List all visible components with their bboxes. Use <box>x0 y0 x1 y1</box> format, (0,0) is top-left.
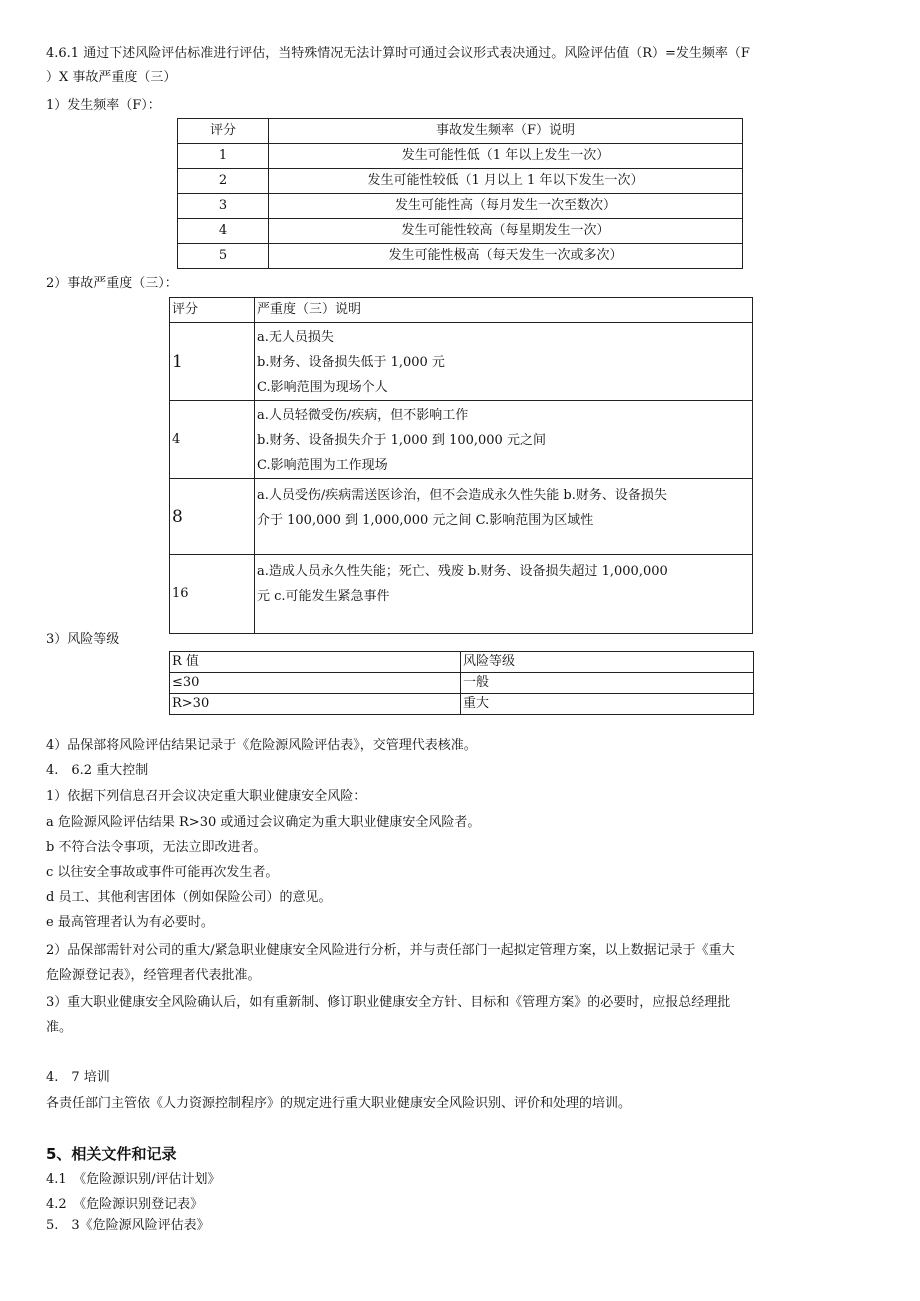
severity-heading: 2）事故严重度（三）： <box>46 276 178 291</box>
control-item-2-line-1: 2）品保部需针对公司的重大/紧急职业健康安全风险进行分析，并与责任部门一起拟定管理方案，以上数据记录于《重大 <box>46 943 735 958</box>
control-item-1: 1）依据下列信息召开会议决定重大职业健康安全风险： <box>46 789 367 804</box>
risk-level-table <box>169 651 754 715</box>
severity-table <box>169 297 753 634</box>
training-text: 各责任部门主管依《人力资源控制程序》的规定进行重大职业健康安全风险识别、评价和处理的培训。 <box>46 1096 632 1111</box>
control-item-3-line-2: 准。 <box>46 1020 73 1035</box>
section-heading-462: 4. 6.2 重大控制 <box>46 763 149 778</box>
risk-header-r: R 值 <box>170 652 461 673</box>
frequency-desc: 发生可能性极高（每天发生一次或多次） <box>269 244 743 269</box>
frequency-table <box>177 118 743 269</box>
table-row <box>178 219 743 244</box>
table-row <box>170 694 754 715</box>
frequency-desc: 发生可能性较高（每星期发生一次） <box>269 219 743 244</box>
frequency-heading: 1）发生频率（F）： <box>46 98 161 113</box>
risk-r-value: R>30 <box>170 694 461 715</box>
section-5-title: 5、相关文件和记录 <box>46 1145 177 1163</box>
severity-header-score: 评分 <box>170 298 255 323</box>
table-row <box>178 119 743 144</box>
table-row <box>170 298 753 323</box>
severity-score: 16 <box>170 555 255 634</box>
frequency-desc: 发生可能性较低（1 月以上 1 年以下发生一次） <box>269 169 743 194</box>
frequency-header-score: 评分 <box>178 119 269 144</box>
control-item-d: d 员工、其他利害团体（例如保险公司）的意见。 <box>46 890 332 905</box>
severity-line: a.人员轻微受伤/疾病，但不影响工作 <box>257 408 469 423</box>
table-row <box>170 673 754 694</box>
table-row <box>170 652 754 673</box>
table-row <box>170 479 753 555</box>
table-row <box>170 401 753 479</box>
record-item: 4.2 《危险源识别登记表》 <box>46 1197 204 1212</box>
record-item: 4.1 《危险源识别/评估计划》 <box>46 1172 221 1187</box>
frequency-score: 1 <box>178 144 269 169</box>
severity-line: a.造成人员永久性失能；死亡、残废 b.财务、设备损失超过 1,000,000 <box>257 564 668 579</box>
table-row <box>170 323 753 401</box>
risk-r-value: ≤30 <box>170 673 461 694</box>
frequency-score: 3 <box>178 194 269 219</box>
record-item: 5. 3《危险源风险评估表》 <box>46 1218 210 1233</box>
severity-line: 介于 100,000 到 1,000,000 元之间 C.影响范围为区域性 <box>257 513 594 528</box>
frequency-score: 4 <box>178 219 269 244</box>
frequency-header-desc: 事故发生频率（F）说明 <box>269 119 743 144</box>
severity-desc <box>255 401 753 479</box>
control-item-c: c 以往安全事故或事件可能再次发生者。 <box>46 865 279 880</box>
control-item-2-line-2: 危险源登记表》，经管理者代表批准。 <box>46 968 261 983</box>
severity-score: 4 <box>170 401 255 479</box>
severity-line: a.人员受伤/疾病需送医诊治，但不会造成永久性失能 b.财务、设备损失 <box>257 488 667 503</box>
table-row <box>178 194 743 219</box>
table-row <box>170 555 753 634</box>
risk-level-value: 一般 <box>461 673 754 694</box>
severity-line: b.财务、设备损失低于 1,000 元 <box>257 355 445 370</box>
frequency-score: 2 <box>178 169 269 194</box>
severity-line: b.财务、设备损失介于 1,000 到 100,000 元之间 <box>257 433 546 448</box>
severity-header-desc: 严重度（三）说明 <box>255 298 753 323</box>
section-heading-47: 4. 7 培训 <box>46 1070 110 1085</box>
control-item-e: e 最高管理者认为有必要时。 <box>46 915 214 930</box>
severity-score: 1 <box>170 323 255 401</box>
control-item-3-line-1: 3）重大职业健康安全风险确认后，如有重新制、修订职业健康安全方针、目标和《管理方案》的必要时，应报总经理批 <box>46 995 731 1010</box>
severity-line: C.影响范围为现场个人 <box>257 380 388 395</box>
control-item-b: b 不符合法令事项，无法立即改进者。 <box>46 840 267 855</box>
intro-line-2: ）X 事故严重度（三） <box>46 70 177 85</box>
risk-level-value: 重大 <box>461 694 754 715</box>
control-item-a: a 危险源风险评估结果 R>30 或通过会议确定为重大职业健康安全风险者。 <box>46 815 481 830</box>
frequency-desc: 发生可能性低（1 年以上发生一次） <box>269 144 743 169</box>
risk-header-level: 风险等级 <box>461 652 754 673</box>
severity-desc <box>255 555 753 634</box>
risk-level-heading: 3）风险等级 <box>46 632 120 647</box>
frequency-desc: 发生可能性高（每月发生一次至数次） <box>269 194 743 219</box>
table-row <box>178 169 743 194</box>
severity-desc <box>255 323 753 401</box>
para-record: 4）品保部将风险评估结果记录于《危险源风险评估表》，交管理代表核准。 <box>46 738 477 753</box>
table-row <box>178 244 743 269</box>
severity-desc <box>255 479 753 555</box>
severity-line: C.影响范围为工作现场 <box>257 458 388 473</box>
table-row <box>178 144 743 169</box>
intro-line-1: 4.6.1 通过下述风险评估标准进行评估，当特殊情况无法计算时可通过会议形式表决通过。风险评估值（R）=发生频率（F <box>46 46 750 61</box>
severity-line: 元 c.可能发生紧急事件 <box>257 589 390 604</box>
severity-line: a.无人员损失 <box>257 330 334 345</box>
severity-score: 8 <box>170 479 255 555</box>
frequency-score: 5 <box>178 244 269 269</box>
